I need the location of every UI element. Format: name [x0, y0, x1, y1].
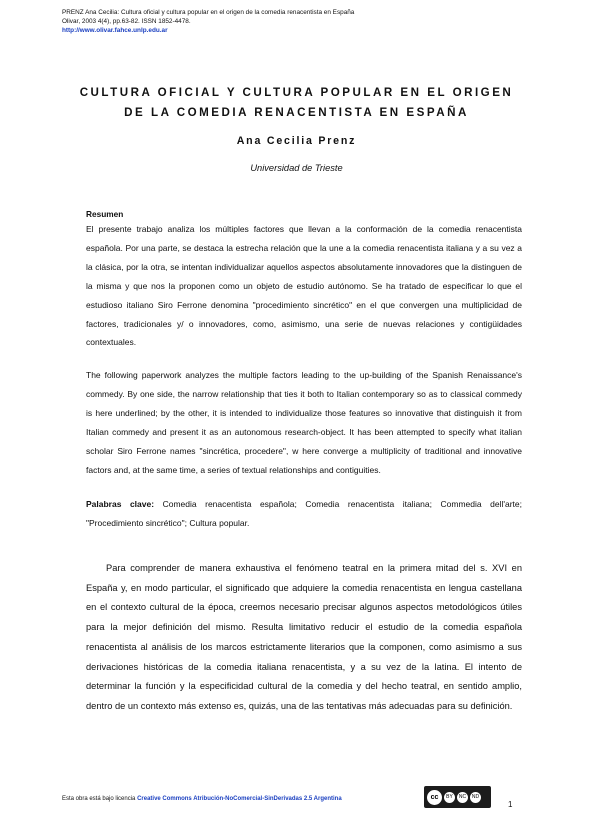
body-paragraph: Para comprender de manera exhaustiva el fenómeno teatral en la primera mitad del s. XVI en España y, en modo particular, el significado que adquiere la comedia renacentista en lengua castellana en el contexto cultural de la época, creemos necesario precisar algunos aspectos metodológicos útiles para la mejor definición del mismo. Resulta limitativo reducir el estudio de la comedia española renacentista al análisis de los marcos estrictamente literarios que la componen, como asimismo a sus derivaciones históricas de la comedia italiana renacentista, y a su vez de la latina. El intento de determinar la función y la especificidad cultural de la comedia y del hecho teatral, en sentido amplio, dentro de un contexto más extenso es, quizás, una de las tentativas más adecuadas para su definición. [86, 563, 522, 711]
keywords-text: Comedia renacentista española; Comedia renacentista italiana; Commedia dell'arte; "Procedimiento sincrético"; Cultura popular. [86, 499, 522, 528]
header-link[interactable]: http://www.olivar.fahce.unlp.edu.ar [62, 27, 168, 34]
page-number: 1 [508, 800, 513, 809]
author-affiliation: Universidad de Trieste [250, 163, 343, 173]
abstract-heading: Resumen [86, 209, 124, 219]
license-footer [62, 796, 342, 802]
nd-icon: ND [470, 792, 481, 803]
running-header [62, 8, 354, 35]
creative-commons-badge[interactable] [424, 786, 491, 808]
abstract-english: The following paperwork analyzes the multiple factors leading to the up-building of the Spanish Renaissance's commedy. By one side, the narrow relationship that ties it both to Italian contemporary so as to classical commedy is here underlined; by the other, it is intended to individualize those features so innovative that distinguish it from Italian commedy and present it as an autonomous research-object. It has been attempted to specify what italian scholar Siro Ferrone names "sincrética, procedere", w here converge a multiplicity of traditional and innovative factors and, at the same time, a series of textual relationships and contiguities. [86, 370, 522, 475]
keywords-label: Palabras clave: [86, 499, 155, 509]
title-line-2: DE LA COMEDIA RENACENTISTA EN ESPAÑA [124, 106, 469, 119]
header-citation: PRENZ Ana Cecilia: Cultura oficial y cultura popular en el origen de la comedia renacentista en España [62, 9, 355, 16]
header-journal: Olivar, 2003 4(4), pp.63-82. ISSN 1852-4478. [62, 18, 191, 25]
nc-icon: NC [457, 792, 468, 803]
paper-title [40, 83, 553, 123]
keywords [86, 495, 522, 533]
license-prefix: Esta obra está bajo licencia [62, 796, 136, 802]
by-icon: BY [444, 792, 455, 803]
license-link[interactable]: Creative Commons Atribución-NoComercial-SinDerivadas 2.5 Argentina [137, 796, 342, 802]
title-line-1: CULTURA OFICIAL Y CULTURA POPULAR EN EL ORIGEN [79, 86, 514, 99]
author-name: Ana Cecilia Prenz [236, 135, 357, 147]
cc-icon: cc [427, 790, 442, 805]
abstract-spanish: El presente trabajo analiza los múltiples factores que llevan a la conformación de la comedia renacentista española. Por una parte, se destaca la estrecha relación que la une a la comedia renacentista italiana y a su vez a la clásica, por la otra, se intentan individualizar aquellos aspectos absolutamente innovadores que la distinguen de la misma y que nos la proponen como un objeto de estudio autónomo. Se ha tratado de especificar lo que el estudioso italiano Siro Ferrone denomina "procedimiento sincrético" en el que convergen una multiplicidad de factores, tradicionales y/ o innovadores, como, asimismo, una serie de nuevas relaciones y contigüidades contextuales. [86, 224, 522, 348]
